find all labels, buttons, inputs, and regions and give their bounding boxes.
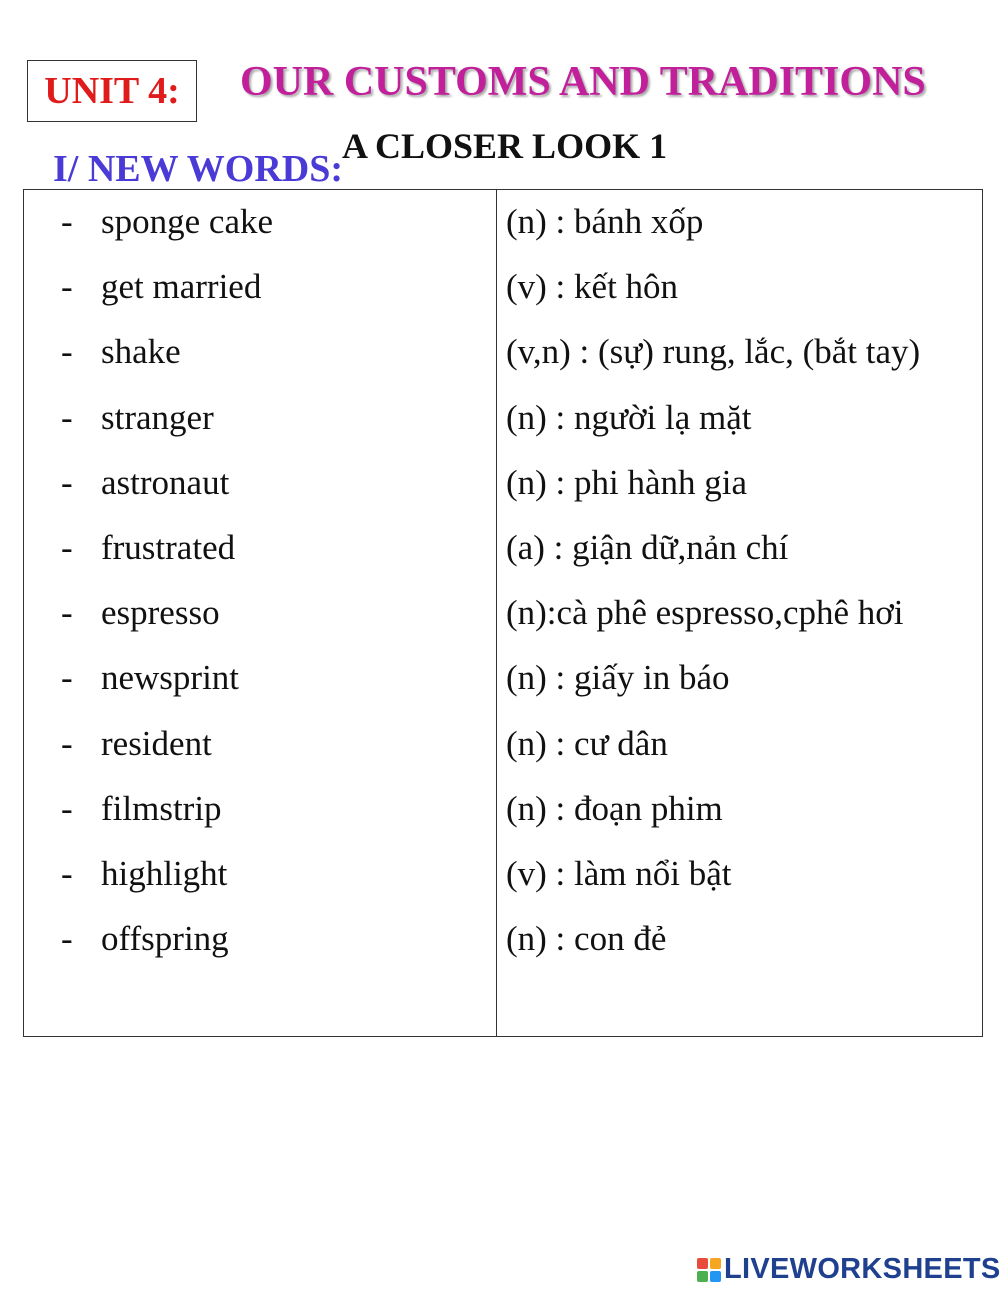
lesson-subtitle: A CLOSER LOOK 1 (342, 126, 668, 166)
list-marker: - (61, 462, 73, 502)
vocab-term (61, 854, 227, 894)
vocab-row (24, 202, 982, 267)
vocab-meaning: (n) : giấy in báo (506, 658, 730, 698)
vocabulary-table (23, 189, 983, 1037)
vocab-word: astronaut (101, 462, 230, 502)
vocab-meaning: (n) : người lạ mặt (506, 397, 752, 437)
vocab-meaning: (n) : con đẻ (506, 919, 667, 959)
vocab-term (61, 398, 214, 438)
list-marker: - (61, 658, 73, 698)
section-heading: I/ NEW WORDS: (53, 148, 343, 190)
vocab-row (24, 528, 982, 593)
vocab-word: stranger (101, 397, 214, 437)
vocab-word: frustrated (101, 528, 236, 567)
vocab-word: newsprint (101, 658, 240, 698)
vocab-row (24, 398, 982, 463)
vocab-row (24, 463, 982, 528)
vocab-meaning: (v) : làm nổi bật (506, 854, 732, 893)
unit-label: UNIT 4: (44, 70, 180, 112)
unit-label-box (27, 60, 197, 122)
vocab-row (24, 658, 982, 723)
vocab-meaning: (v,n) : (sự) rung, lắc, (bắt tay) (506, 332, 921, 372)
vocab-term (61, 463, 229, 503)
vocab-row (24, 919, 982, 984)
vocab-row (24, 593, 982, 658)
list-marker: - (61, 332, 73, 372)
vocab-term (61, 724, 212, 764)
page-title: OUR CUSTOMS AND TRADITIONS (240, 59, 926, 105)
list-marker: - (61, 788, 73, 828)
vocab-word: espresso (101, 593, 220, 633)
vocab-word: resident (101, 723, 212, 763)
vocab-row (24, 267, 982, 332)
brand-name: LIVEWORKSHEETS (724, 1253, 1000, 1285)
vocab-row (24, 332, 982, 397)
vocab-meaning: (n) : phi hành gia (506, 462, 748, 502)
vocab-term (61, 658, 239, 698)
list-marker: - (61, 593, 73, 633)
liveworksheets-logo-icon (697, 1258, 721, 1282)
list-marker: - (61, 919, 73, 959)
list-marker: - (61, 723, 73, 763)
list-marker: - (61, 267, 73, 307)
vocab-row (24, 789, 982, 854)
vocab-meaning: (n):cà phê espresso,cphê hơi (506, 593, 904, 633)
vocab-row (24, 724, 982, 789)
vocab-meaning: (n) : đoạn phim (506, 788, 723, 828)
vocab-meaning: (a) : giận dữ,nản chí (506, 528, 789, 567)
vocab-term (61, 919, 229, 959)
vocab-term (61, 202, 273, 242)
vocab-term (61, 332, 181, 372)
vocab-word: get married (101, 267, 262, 307)
list-marker: - (61, 854, 73, 893)
vocab-word: highlight (101, 854, 228, 893)
vocab-term (61, 789, 222, 829)
vocab-term (61, 528, 235, 568)
list-marker: - (61, 202, 73, 241)
vocab-word: offspring (101, 919, 229, 959)
vocab-term (61, 593, 220, 633)
vocab-meaning: (v) : kết hôn (506, 267, 679, 307)
vocab-meaning: (n) : bánh xốp (506, 202, 704, 241)
vocab-word: filmstrip (101, 788, 222, 828)
vocab-word: shake (101, 332, 181, 372)
vocab-meaning: (n) : cư dân (506, 723, 668, 763)
vocab-row (24, 854, 982, 919)
vocab-word: sponge cake (101, 202, 274, 241)
footer-brand (697, 1253, 1000, 1286)
list-marker: - (61, 528, 73, 567)
vocab-term (61, 267, 261, 307)
list-marker: - (61, 397, 73, 437)
